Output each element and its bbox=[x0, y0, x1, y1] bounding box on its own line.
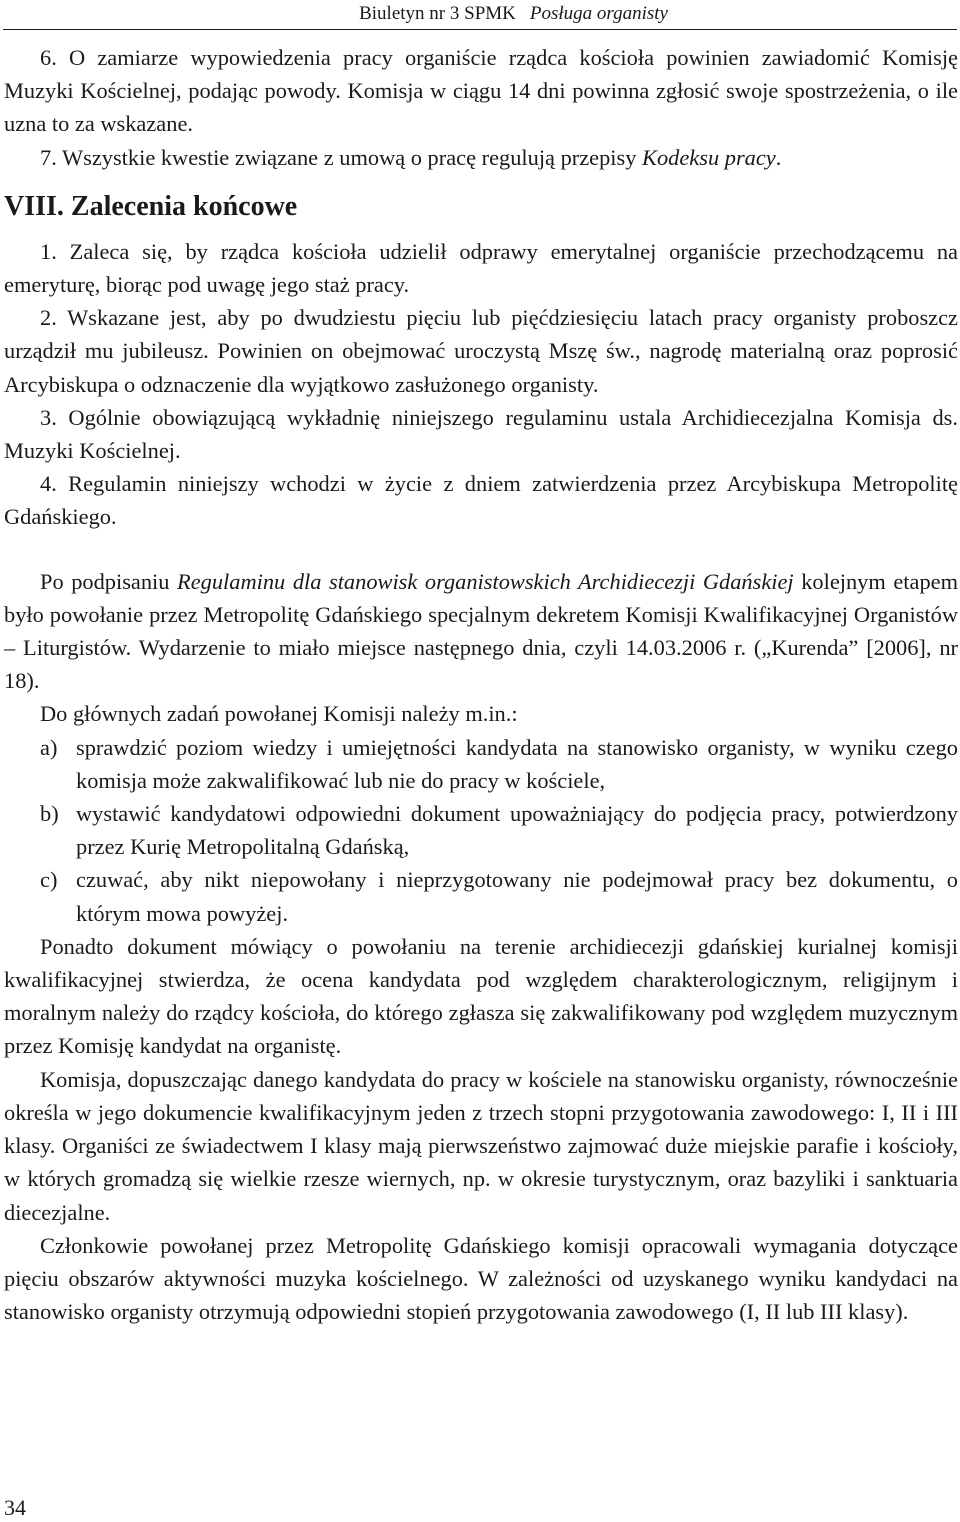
spacer bbox=[4, 534, 958, 565]
item-7-suffix: . bbox=[775, 144, 782, 170]
task-letter: c) bbox=[40, 867, 58, 893]
body-paragraph-4: Komisja, dopuszczając danego kandydata do pracy w kościele na stanowisku organisty, równocześnie określa w jego dokumencie kwalifikacyjnym jeden z trzech stopni przygotowania zawodowego: I, II i III klasy. Organiści ze świadectwem I klasy mają pierwszeństwo zajmować duże miejskie parafie i kościoły, w których gromadzą się wielkie rzesze wiernych, np. w okresie turystycznym, oraz bazyliki i sanktuaria diecezjalne. bbox=[4, 1066, 958, 1225]
body-paragraph-5: Członkowie powołanej przez Metropolitę Gdańskiego komisji opracowali wymagania dotyczące pięciu obszarów aktywności muzyka kościelnego. W zależności od uzyskanego wyniku kandydaci na stanowisko organisty otrzymują odpowiedni stopień przygotowania zawodowego (I, II lub III klasy). bbox=[4, 1232, 958, 1325]
task-letter: b) bbox=[40, 801, 59, 827]
page-content bbox=[4, 41, 958, 1328]
body-paragraph-2: Do głównych zadań powołanej Komisji należy m.in.: bbox=[40, 701, 518, 727]
task-text: wystawić kandydatowi odpowiedni dokument upoważniający do podjęcia pracy, potwierdzony przez Kurię Metropolitalną Gdańską, bbox=[76, 801, 958, 860]
publication-title: Biuletyn nr 3 SPMK bbox=[359, 3, 516, 24]
item-7-italic: Kodeksu pracy bbox=[642, 144, 776, 170]
item-7-text: 7. Wszystkie kwestie związane z umową o pracę regulują przepisy bbox=[40, 144, 643, 170]
p1-italic-title: Regulaminu dla stanowisk organistowskich Archidiecezji Gdańskiej bbox=[177, 568, 794, 594]
task-item-a bbox=[4, 731, 958, 797]
recommendation-3: 3. Ogólnie obowiązującą wykładnię niniejszego regulaminu ustala Archidiecezjalna Komisja ds. Muzyki Kościelnej. bbox=[4, 404, 958, 464]
recommendation-1: 1. Zaleca się, by rządca kościoła udzielił odprawy emerytalnej organiście przechodzącemu na emeryturę, biorąc pod uwagę jego staż pracy. bbox=[4, 238, 958, 298]
item-7 bbox=[4, 141, 958, 174]
item-6: 6. O zamiarze wypowiedzenia pracy organiście rządca kościoła powinien zawiadomić Komisję Muzyki Kościelnej, podając powody. Komisja w ciągu 14 dni powinna zgłosić swoje spostrzeżenia, o ile uzna to za wskazane. bbox=[4, 45, 958, 137]
header-divider bbox=[3, 29, 957, 30]
p1-suffix: kolejnym etapem było powołanie przez Metropolitę Gdańskiego specjalnym dekretem Komisji Kwalifikacyjnej Organistów – Liturgistów. Wydarzenie to miało miejsce następnego dnia, czyli 14.03.2006 r. („Kurenda” [2006], nr 18). bbox=[4, 568, 959, 694]
body-paragraph-1 bbox=[4, 565, 958, 698]
section-heading: VIII. Zalecenia końcowe bbox=[4, 190, 298, 222]
task-text: czuwać, aby nikt niepowołany i nieprzygotowany nie podejmował pracy bez dokumentu, o którym mowa powyżej. bbox=[76, 867, 958, 926]
recommendation-2: 2. Wskazane jest, aby po dwudziestu pięciu lub pięćdziesięciu latach pracy organisty proboszcz urządził mu jubileusz. Powinien on obejmować uroczystą Mszę św., nagrodę materialną oraz poprosić Arcybiskupa o odznaczenie dla wyjątkowo zasłużonego organisty. bbox=[4, 305, 958, 397]
body-paragraph-3: Ponadto dokument mówiący o powołaniu na terenie archidiecezji gdańskiej kurialnej komisji kwalifikacyjnej stwierdza, że ocena kandydata pod względem charakterologicznym, religijnym i moralnym należy do rządcy kościoła, do którego zgłasza się zakwalifikowany pod względem muzycznym przez Komisję kandydat na organistę. bbox=[4, 933, 958, 1059]
recommendation-4: 4. Regulamin niniejszy wchodzi w życie z dniem zatwierdzenia przez Arcybiskupa Metropolitę Gdańskiego. bbox=[4, 471, 958, 530]
task-letter: a) bbox=[40, 734, 58, 760]
task-item-b bbox=[4, 797, 958, 863]
task-text: sprawdzić poziom wiedzy i umiejętności kandydata na stanowisko organisty, w wyniku czego komisja może zakwalifikować lub nie do pracy w kościele, bbox=[76, 734, 958, 793]
section-title: Posługa organisty bbox=[529, 3, 668, 24]
running-header bbox=[359, 2, 668, 26]
p1-prefix: Po podpisaniu bbox=[40, 568, 178, 594]
task-item-c bbox=[4, 863, 958, 929]
page-number: 34 bbox=[4, 1495, 26, 1520]
